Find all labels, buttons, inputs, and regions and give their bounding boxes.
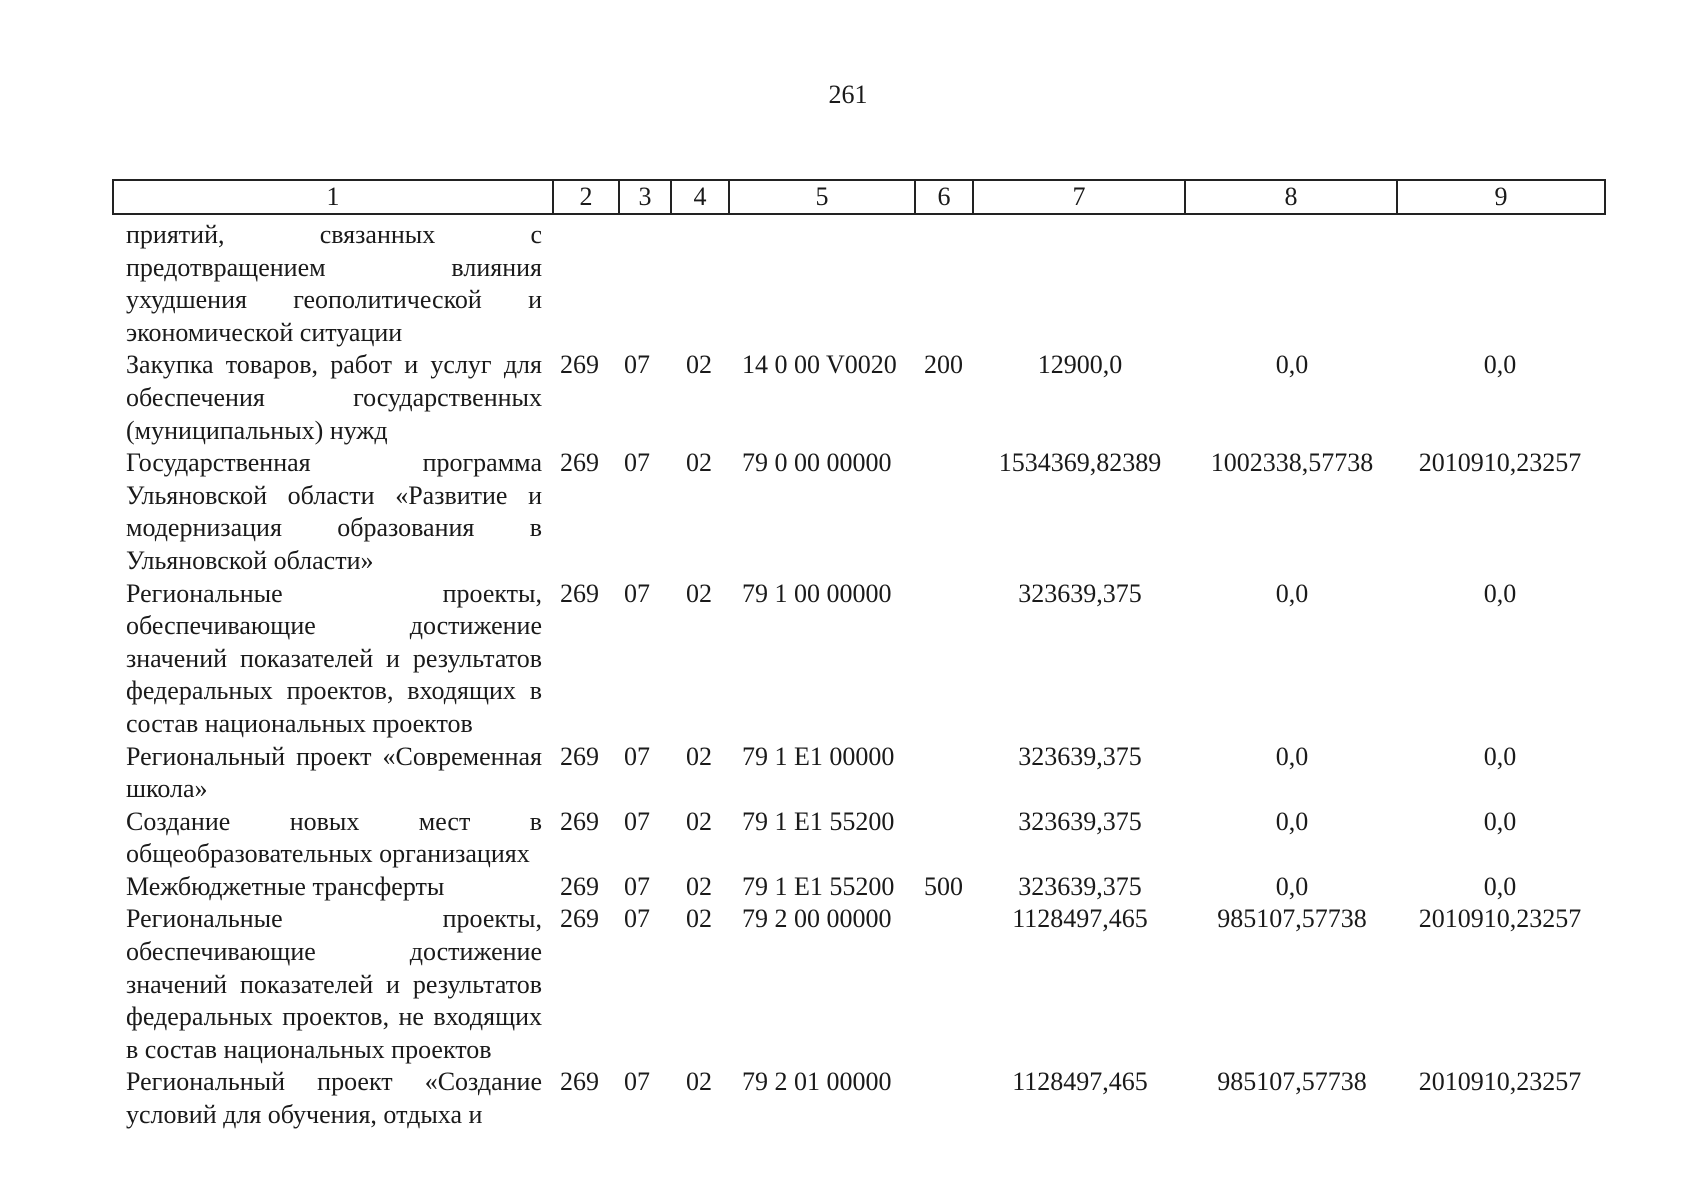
cell-col-3: 07 [624,350,650,380]
cell-col-2: 269 [560,806,599,836]
cell-col-8: 985107,57738 [1217,904,1367,934]
cell-col-2: 269 [560,350,599,380]
table-row [126,903,1606,1066]
cell-col-8: 0,0 [1275,806,1309,836]
cell-col-5: 79 1 E1 55200 [742,871,895,901]
header-col-2: 2 [553,180,619,214]
cell-col-3: 07 [624,578,650,608]
header-col-9: 9 [1397,180,1605,214]
cell-col-2: 269 [560,741,599,771]
cell-col-2: 269 [560,448,599,478]
cell-col-5: 79 1 E1 00000 [742,741,895,771]
cell-col-3: 07 [624,1067,650,1097]
cell-col-7: 1128497,465 [1012,1067,1148,1097]
cell-col-9: 2010910,23257 [1418,448,1582,478]
table-row [126,1066,1606,1131]
cell-col-4: 02 [686,741,712,771]
cell-col-9: 0,0 [1483,806,1517,836]
cell-col-3: 07 [624,904,650,934]
row-description: Государственная программа Ульяновской области «Развитие и модернизация образования в Ульяновской области» [126,448,542,575]
cell-col-2: 269 [560,871,599,901]
row-description: Межбюджетные трансферты [126,871,445,901]
cell-col-6: 200 [924,350,963,380]
row-description: Региональные проекты, обеспечивающие достижение значений показателей и результатов федеральных проектов, не входящих в состав национальных проектов [126,904,542,1064]
cell-col-9: 0,0 [1483,871,1517,901]
cell-col-4: 02 [686,904,712,934]
table-row [126,578,1606,741]
table-row [126,447,1606,577]
cell-col-4: 02 [686,448,712,478]
cell-col-3: 07 [624,871,650,901]
row-description: Региональный проект «Создание условий для обучения, отдыха и [126,1067,542,1130]
table-row [126,349,1606,447]
cell-col-9: 0,0 [1483,578,1517,608]
cell-col-3: 07 [624,448,650,478]
cell-col-8: 0,0 [1275,871,1309,901]
table-row [126,741,1606,806]
cell-col-4: 02 [686,1067,712,1097]
header-col-1: 1 [113,180,553,214]
cell-col-8: 1002338,57738 [1210,448,1374,478]
cell-col-8: 0,0 [1275,741,1309,771]
cell-col-9: 0,0 [1483,350,1517,380]
cell-col-4: 02 [686,806,712,836]
cell-col-6: 500 [924,871,963,901]
table-row [126,871,1606,904]
cell-col-5: 14 0 00 V0020 [742,350,897,380]
page-number: 261 [828,80,868,109]
cell-col-5: 79 2 00 00000 [742,904,892,934]
cell-col-5: 79 1 E1 55200 [742,806,895,836]
cell-col-5: 79 0 00 00000 [742,448,892,478]
row-description: Региональные проекты, обеспечивающие достижение значений показателей и результатов федеральных проектов, входящих в состав национальных проектов [126,578,542,738]
row-description: Закупка товаров, работ и услуг для обеспечения государственных (муниципальных) нужд [126,350,542,445]
header-col-8: 8 [1185,180,1397,214]
cell-col-8: 985107,57738 [1217,1067,1367,1097]
cell-col-5: 79 2 01 00000 [742,1067,892,1097]
header-col-4: 4 [671,180,729,214]
cell-col-8: 0,0 [1275,578,1309,608]
cell-col-9: 0,0 [1483,741,1517,771]
cell-col-2: 269 [560,578,599,608]
cell-col-4: 02 [686,578,712,608]
cell-col-4: 02 [686,871,712,901]
column-number-header [112,179,1606,215]
row-description: приятий, связанных с предотвращением влияния ухудшения геополитической и экономической ситуации [126,220,542,347]
header-col-6: 6 [915,180,973,214]
cell-col-9: 2010910,23257 [1418,904,1582,934]
cell-col-3: 07 [624,806,650,836]
cell-col-7: 12900,0 [1037,350,1123,380]
cell-col-7: 1128497,465 [1012,904,1148,934]
cell-col-8: 0,0 [1275,350,1309,380]
row-description: Региональный проект «Современная школа» [126,741,542,804]
cell-col-7: 1534369,82389 [998,448,1162,478]
cell-col-7: 323639,375 [1018,741,1142,771]
table-row [126,806,1606,871]
row-description: Создание новых мест в общеобразовательных организациях [126,806,542,869]
cell-col-7: 323639,375 [1018,578,1142,608]
cell-col-5: 79 1 00 00000 [742,578,892,608]
cell-col-7: 323639,375 [1018,871,1142,901]
cell-col-7: 323639,375 [1018,806,1142,836]
cell-col-4: 02 [686,350,712,380]
table-body [126,219,1606,1132]
header-col-5: 5 [729,180,915,214]
table-row [126,219,1606,349]
cell-col-2: 269 [560,1067,599,1097]
header-col-7: 7 [973,180,1185,214]
cell-col-2: 269 [560,904,599,934]
cell-col-9: 2010910,23257 [1418,1067,1582,1097]
cell-col-3: 07 [624,741,650,771]
header-col-3: 3 [619,180,671,214]
